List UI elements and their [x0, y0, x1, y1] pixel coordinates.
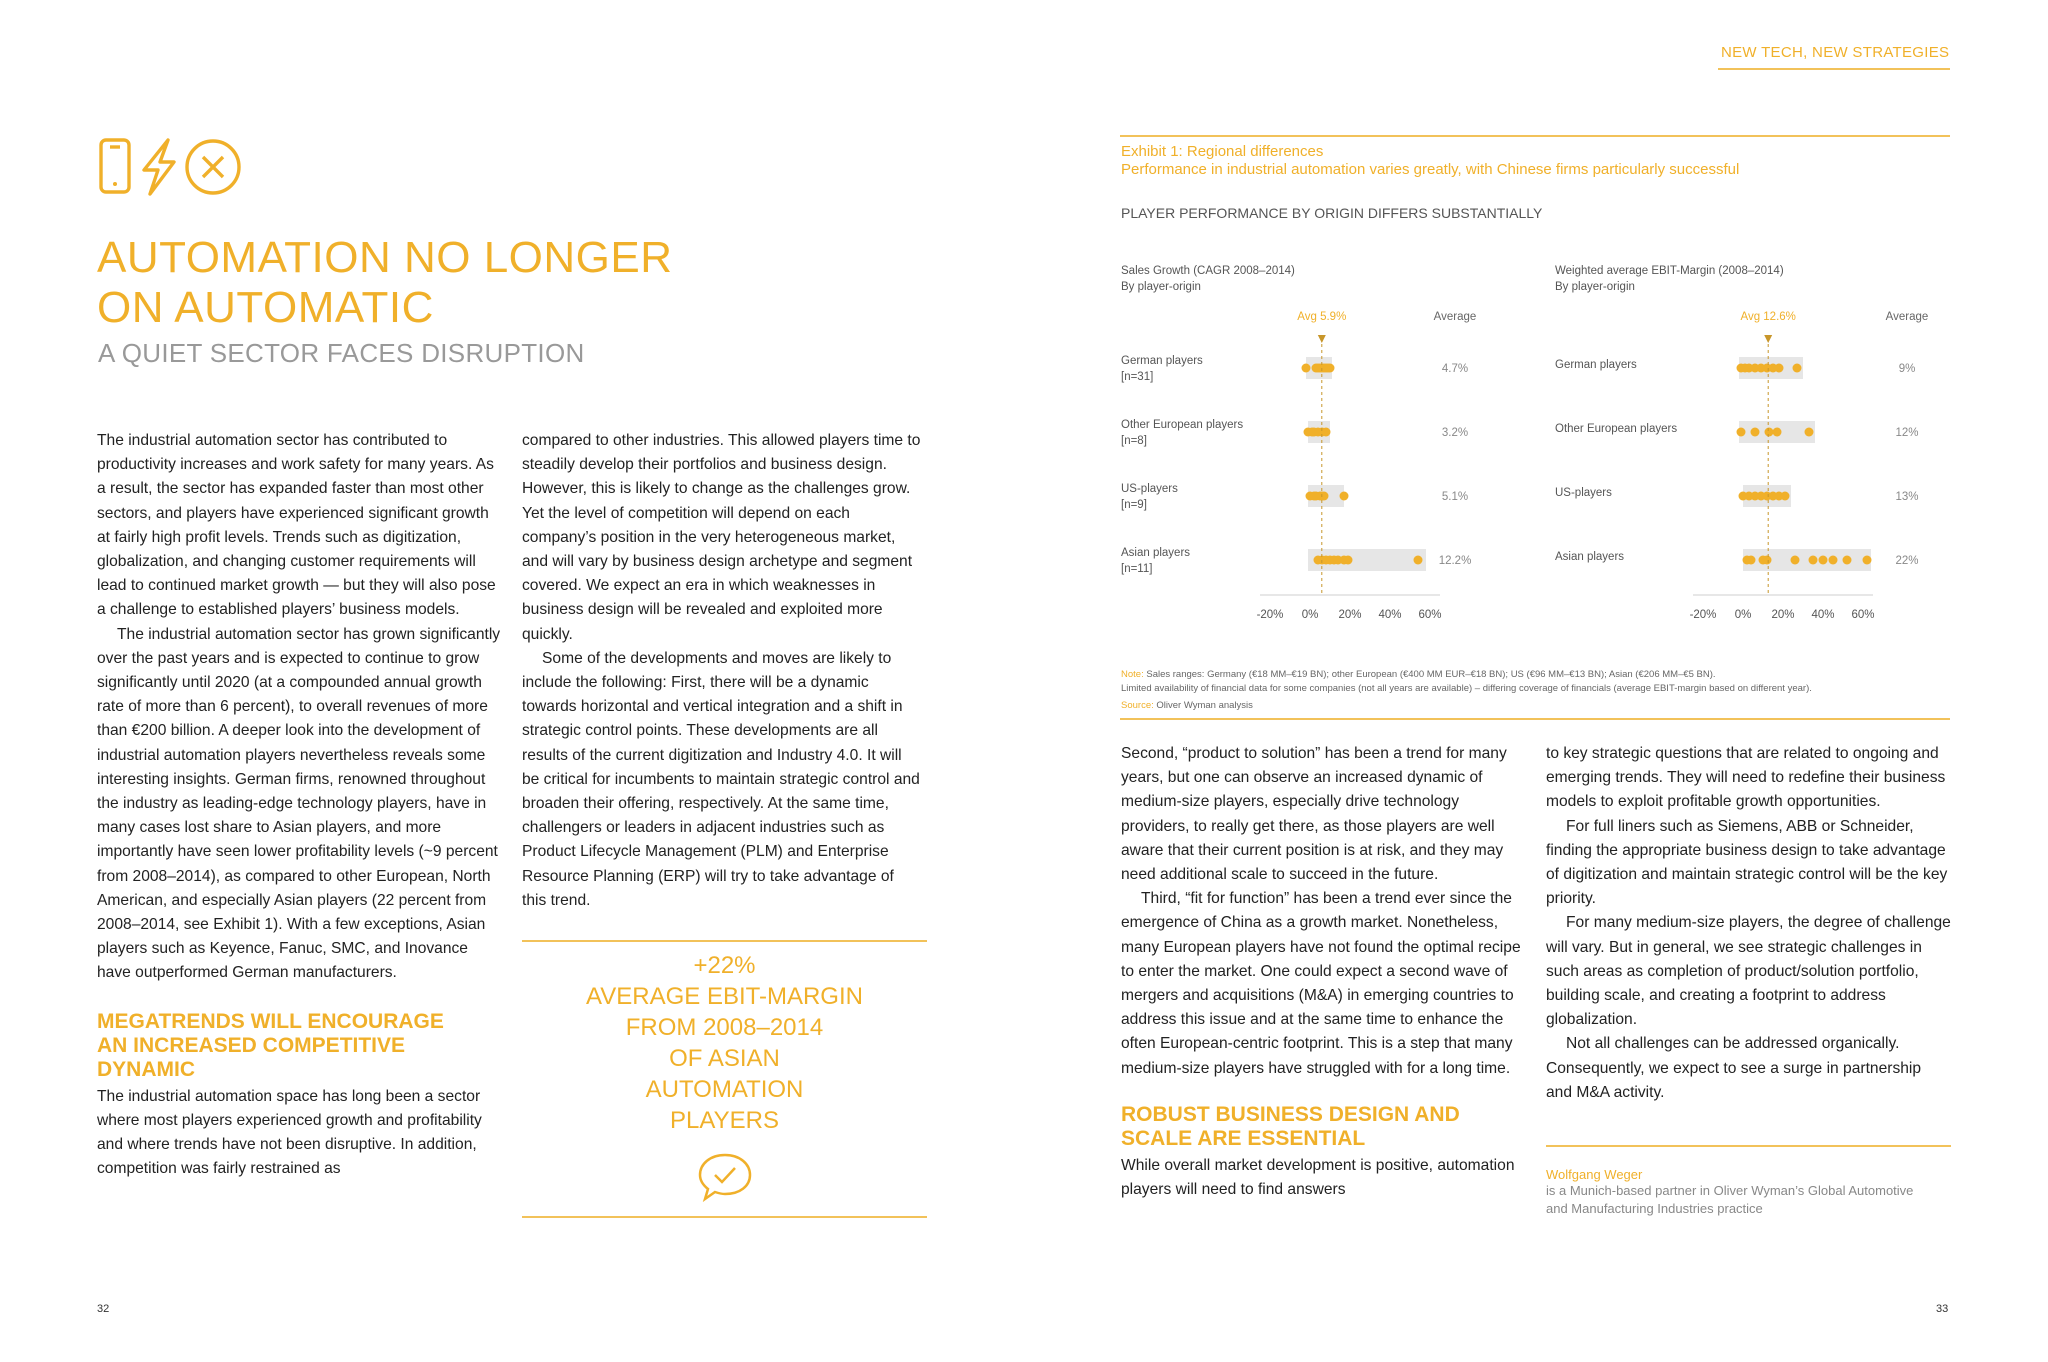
data-point: [1765, 428, 1774, 437]
close-circle-icon: [187, 141, 239, 193]
group-count: [n=11]: [1121, 563, 1153, 575]
data-point: [1819, 556, 1828, 565]
chart-2-subtitle: By player-origin: [1555, 281, 1635, 293]
left-column-1: [97, 429, 502, 1181]
callout-line: +22%: [693, 952, 756, 979]
exhibit-top-rule: [1120, 135, 1950, 137]
data-point: [1751, 428, 1760, 437]
group-average: 13%: [1895, 491, 1919, 503]
data-point: [1747, 556, 1756, 565]
callout-line: AVERAGE EBIT-MARGIN: [586, 983, 863, 1010]
chart-2-title: Weighted average EBIT-Margin (2008–2014): [1555, 265, 1784, 277]
author-name: Wolfgang Weger: [1546, 1167, 1643, 1182]
avg-marker: [1764, 335, 1772, 343]
right-column-2: [1546, 742, 1951, 1105]
x-tick-label: 20%: [1338, 609, 1362, 621]
page-number: 33: [1936, 1303, 1949, 1315]
icon-row: [98, 138, 248, 198]
source-text: Oliver Wyman analysis: [1156, 700, 1253, 711]
data-point: [1809, 556, 1818, 565]
data-point: [1805, 428, 1814, 437]
data-point: [1320, 492, 1329, 501]
exhibit-note-2: Limited availability of financial data for some companies (not all years are available) – differing coverage of financials (average EBIT-margin based on different year).: [1121, 683, 1812, 694]
group-average: 5.1%: [1441, 491, 1469, 503]
section-heading-line1: MEGATRENDS WILL ENCOURAGE: [97, 1009, 444, 1033]
note-label: Note:: [1121, 669, 1144, 680]
callout-line: PLAYERS: [670, 1107, 779, 1134]
author-rule: [1546, 1145, 1951, 1147]
chart-sales-growth: [1110, 300, 1550, 640]
callout-top-rule: [522, 940, 927, 942]
exhibit-subtitle: Performance in industrial automation varies greatly, with Chinese firms particularly successful: [1121, 161, 1740, 178]
section-heading-line2: SCALE ARE ESSENTIAL: [1121, 1126, 1366, 1150]
data-point: [1344, 556, 1353, 565]
x-tick-label: 0%: [1734, 609, 1752, 621]
data-point: [1775, 364, 1784, 373]
paragraph: While overall market development is positive, automation players will need to find answers: [1121, 1156, 1515, 1199]
section-heading: [1121, 1103, 1526, 1151]
x-tick-label: -20%: [1689, 609, 1717, 621]
page-title-line1: AUTOMATION NO LONGER: [97, 233, 673, 282]
callout-line: FROM 2008–2014: [625, 1014, 824, 1041]
data-point: [1781, 492, 1790, 501]
chart-heading: PLAYER PERFORMANCE BY ORIGIN DIFFERS SUBSTANTIALLY: [1121, 205, 1543, 221]
callout-box: [522, 950, 927, 1136]
paragraph: Second, “product to solution” has been a trend for many years, but one can observe an increased dynamic of medium-size players, especially drive technology providers, to really get there, as those players are well aware that their current position is at risk, and they may need additional scale to succeed in the future.: [1121, 745, 1507, 884]
group-label: Other European players: [1555, 423, 1678, 435]
x-tick-label: 40%: [1378, 609, 1402, 621]
callout-line: AUTOMATION: [645, 1076, 804, 1103]
author-bio-line1: is a Munich-based partner in Oliver Wyman’s Global Automotive: [1546, 1183, 1914, 1198]
x-tick-label: 60%: [1851, 609, 1875, 621]
group-count: [n=31]: [1121, 371, 1154, 383]
group-label: German players: [1555, 359, 1637, 371]
group-label: Asian players: [1555, 551, 1625, 563]
paragraph: Not all challenges can be addressed organically. Consequently, we expect to see a surge in partnership and M&A activity.: [1546, 1035, 1922, 1101]
paragraph: For full liners such as Siemens, ABB or Schneider, finding the appropriate business design to take advantage of digitization and maintain strategic control will be the key priority.: [1546, 817, 1948, 908]
data-point: [1773, 428, 1782, 437]
exhibit-title: Exhibit 1: Regional differences: [1121, 143, 1324, 160]
avg-marker: [1318, 335, 1326, 343]
data-point: [1414, 556, 1423, 565]
data-point: [1302, 364, 1311, 373]
section-heading-line1: ROBUST BUSINESS DESIGN AND: [1121, 1102, 1460, 1126]
data-point: [1763, 556, 1772, 565]
exhibit-bottom-rule: [1120, 718, 1950, 720]
section-tag-rule: [1718, 68, 1950, 70]
data-point: [1863, 556, 1872, 565]
data-point: [1829, 556, 1838, 565]
data-point: [1340, 492, 1349, 501]
section-heading: [97, 1010, 502, 1082]
group-count: [n=9]: [1121, 499, 1147, 511]
paragraph: compared to other industries. This allowed players time to steadily develop their portfolios and business design. However, this is likely to change as the challenges grow. Yet the level of competition will depend on each company’s position in the very heterogeneous market, and will vary by business design archetype and segment covered. We expect an era in which weaknesses in business design will be revealed and exploited more quickly.: [522, 432, 921, 643]
lightning-icon: [144, 140, 174, 194]
group-average: 12.2%: [1438, 555, 1472, 567]
data-point: [1322, 428, 1331, 437]
paragraph: The industrial automation space has long been a sector where most players experienced growth and profitability and where trends have not been disruptive. In addition, competition was fairly restrained as: [97, 1087, 482, 1178]
paragraph: The industrial automation sector has grown significantly over the past years and is expected to continue to grow significantly until 2020 (at a compounded annual growth rate of more than 6 percent), to overall revenues of more than €200 billion. A deeper look into the development of industrial automation players nevertheless reveals some interesting insights. German firms, renowned throughout the industry as leading-edge technology players, have in many cases lost share to Asian players, and more importantly have seen lower profitability levels (~9 percent from 2008–2014), as compared to other European, North American, and especially Asian players (22 percent from 2008–2014, see Exhibit 1). With a few exceptions, Asian players such as Keyence, Fanuc, SMC, and Inovance have outperformed German manufacturers.: [97, 625, 501, 982]
left-column-2: [522, 429, 922, 913]
callout-line: OF ASIAN: [669, 1045, 780, 1072]
paragraph: The industrial automation sector has contributed to productivity increases and work safety for many years. As a result, the sector has expanded faster than most other sectors, and players have experienced significant growth at fairly high profit levels. Trends such as digitization, globalization, and changing customer requirements will lead to continued market growth — but they will also pose a challenge to established players’ business models.: [97, 432, 496, 619]
section-tag: NEW TECH, NEW STRATEGIES: [1721, 44, 1950, 61]
group-average: 4.7%: [1441, 363, 1469, 375]
right-column-1: [1121, 742, 1526, 1202]
author-bio-line2: and Manufacturing Industries practice: [1546, 1201, 1763, 1216]
data-point: [1737, 428, 1746, 437]
group-average: 9%: [1898, 363, 1916, 375]
author-block: [1546, 1167, 1951, 1218]
x-tick-label: 40%: [1811, 609, 1835, 621]
paragraph: to key strategic questions that are related to ongoing and emerging trends. They will need to redefine their business models to exploit profitable growth opportunities.: [1546, 745, 1946, 811]
average-header: Average: [1433, 311, 1477, 323]
group-average: 12%: [1895, 427, 1919, 439]
page-number: 32: [97, 1303, 110, 1315]
chart-1-title: Sales Growth (CAGR 2008–2014): [1121, 265, 1295, 277]
group-label: US-players: [1555, 487, 1612, 499]
data-point: [1791, 556, 1800, 565]
chart-1-subtitle: By player-origin: [1121, 281, 1201, 293]
group-label: German players: [1121, 355, 1203, 367]
data-point: [1793, 364, 1802, 373]
page-title-line2: ON AUTOMATIC: [97, 283, 434, 332]
x-tick-label: 60%: [1418, 609, 1442, 621]
group-count: [n=8]: [1121, 435, 1147, 447]
data-point: [1326, 364, 1335, 373]
group-label: Other European players: [1121, 419, 1244, 431]
group-average: 3.2%: [1441, 427, 1469, 439]
paragraph: For many medium-size players, the degree of challenge will vary. But in general, we see strategic challenges in such areas as completion of product/solution portfolio, building scale, and creating a footprint to address globalization.: [1546, 914, 1951, 1029]
exhibit-source: [1121, 700, 1253, 711]
source-label: Source:: [1121, 700, 1154, 711]
speech-bubble-check-icon: [697, 1152, 753, 1207]
data-point: [1843, 556, 1852, 565]
x-tick-label: 20%: [1771, 609, 1795, 621]
group-label: Asian players: [1121, 547, 1191, 559]
note-text: Sales ranges: Germany (€18 MM–€19 BN); other European (€400 MM EUR–€18 BN); US (€96 MM–€13 BN); Asian (€206 MM–€5 BN).: [1146, 669, 1716, 680]
section-heading-line2: AN INCREASED COMPETITIVE DYNAMIC: [97, 1033, 406, 1081]
paragraph: Some of the developments and moves are likely to include the following: First, there will be a dynamic towards horizontal and vertical integration and a shift in strategic control points. These developments are all results of the current digitization and Industry 4.0. It will be critical for incumbents to maintain strategic control and broaden their offering, respectively. At the same time, challengers or leaders in adjacent industries such as Product Lifecycle Management (PLM) and Enterprise Resource Planning (ERP) will try to take advantage of this trend.: [522, 649, 920, 909]
avg-label: Avg 12.6%: [1740, 311, 1796, 323]
x-tick-label: -20%: [1256, 609, 1284, 621]
x-tick-label: 0%: [1301, 609, 1319, 621]
callout-bottom-rule: [522, 1216, 927, 1218]
page-subtitle: A QUIET SECTOR FACES DISRUPTION: [98, 338, 585, 368]
average-header: Average: [1885, 311, 1929, 323]
smartphone-icon: [101, 140, 129, 192]
avg-label: Avg 5.9%: [1297, 311, 1347, 323]
group-average: 22%: [1895, 555, 1919, 567]
group-label: US-players: [1121, 483, 1178, 495]
chart-ebit-margin: [1545, 300, 1955, 640]
exhibit-note: [1121, 669, 1951, 680]
paragraph: Third, “fit for function” has been a trend ever since the emergence of China as a growth market. Nonetheless, many European players have not found the optimal recipe to enter the market. One could expect a second wave of mergers and acquisitions (M&A) in emerging countries to address this issue and at the same time to enhance the often European-centric footprint. This is a step that many medium-size players have struggled with for a long time.: [1121, 890, 1521, 1077]
page-title: [97, 233, 673, 333]
